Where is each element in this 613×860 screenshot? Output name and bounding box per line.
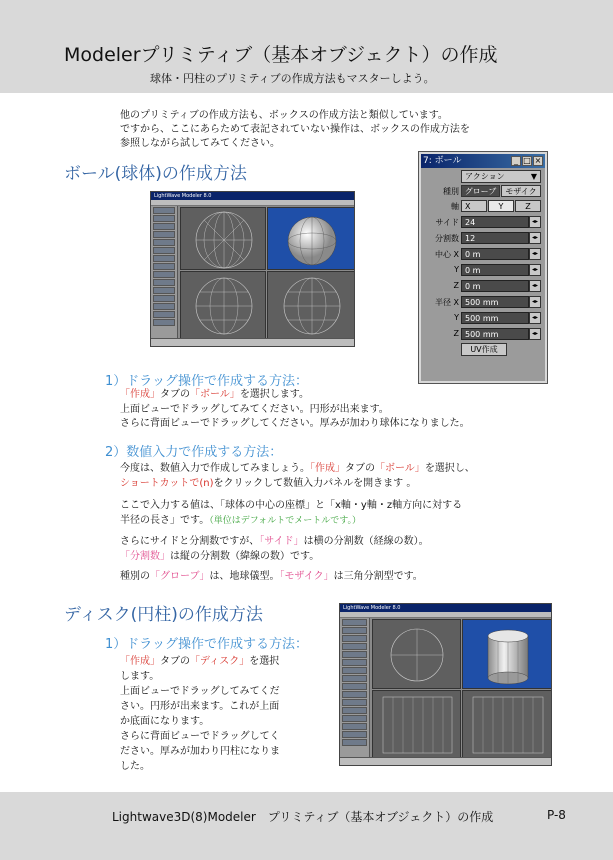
uv-create-button[interactable]: UV作成 <box>461 343 507 356</box>
intro-line-2: ですから、ここにあらためて表記されていない操作は、ボックスの作成方法を <box>120 124 470 135</box>
disc-line-4: さい。円形が出来ます。これが上面 <box>120 701 280 712</box>
ball-num-line-4 <box>120 514 361 529</box>
ball-num-line-1 <box>120 462 475 477</box>
numeric-panel <box>419 152 547 383</box>
page-title: Modelerプリミティブ（基本オブジェクト）の作成 <box>64 44 498 66</box>
text-fragment: を選択します。 <box>239 389 310 400</box>
screenshot-titlebar: LightWave Modeler 8.0 <box>151 192 354 200</box>
panel-row <box>421 263 545 277</box>
ball-num-line-5 <box>120 535 429 550</box>
maximize-icon[interactable]: □ <box>523 156 531 165</box>
tab-create-term: 「作成」 <box>310 463 345 474</box>
disc-line-1 <box>120 655 279 670</box>
screenshot-titlebar: LightWave Modeler 8.0 <box>340 604 551 612</box>
text-fragment: は縦の分割数（緯線の数）です。 <box>170 551 320 562</box>
stepper-arrows-icon[interactable]: ◂▸ <box>529 280 541 292</box>
intro-line-3: 参照しながら試してみてください。 <box>120 138 280 149</box>
sphere-top-wireframe <box>181 208 267 271</box>
panel-titlebar <box>421 154 545 168</box>
screenshot-menubar <box>340 612 551 618</box>
disc-drag-heading: 1）ドラッグ操作で作成する方法： <box>105 637 309 652</box>
segments-term: 「分割数」 <box>120 551 170 562</box>
ball-num-line-2 <box>120 477 416 492</box>
ball-heading: ボール(球体)の作成方法 <box>64 164 247 184</box>
screenshot-statusbar <box>340 757 551 765</box>
ball-drag-heading: 1）ドラッグ操作で作成する方法： <box>105 374 309 389</box>
type-mosaic-button[interactable]: モザイク <box>501 185 541 197</box>
disc-heading: ディスク(円柱)の作成方法 <box>64 605 263 625</box>
text-fragment: を選択し、 <box>424 463 475 474</box>
disc-back-wireframe <box>373 691 462 759</box>
panel-row <box>421 215 545 229</box>
viewport-side <box>462 690 552 758</box>
sphere-side-wireframe <box>268 272 355 340</box>
panel-row <box>421 311 545 325</box>
text-fragment: タブの <box>160 656 190 667</box>
panel-row-label: 中心 X <box>434 250 459 259</box>
panel-row-value-field[interactable]: 0 m <box>461 280 529 292</box>
ball-num-line-7 <box>120 570 423 585</box>
cylinder-shaded <box>463 620 552 690</box>
axis-y-button[interactable]: Y <box>488 200 514 212</box>
ball-num-heading: 2）数値入力で作成する方法： <box>105 445 283 460</box>
disc-term: 「ディスク」 <box>190 656 250 667</box>
ball-drag-line-2: 上面ビューでドラッグしてみてください。円形が出来ます。 <box>120 404 389 415</box>
panel-row <box>421 231 545 245</box>
text-fragment: タブの <box>345 463 375 474</box>
ball-num-line-3: ここで入力する値は、「球体の中心の座標」と「x軸・y軸・z軸方向に対する <box>120 500 463 511</box>
disc-line-7: ださい。厚みが加わり円柱になりま <box>120 746 280 757</box>
stepper-arrows-icon[interactable]: ◂▸ <box>529 328 541 340</box>
type-label: 種別 <box>443 187 459 196</box>
page-subtitle: 球体・円柱のプリミティブの作成方法もマスターしよう。 <box>150 72 435 85</box>
action-label: アクション <box>465 172 505 181</box>
axis-z-button[interactable]: Z <box>515 200 541 212</box>
panel-row-value-field[interactable]: 12 <box>461 232 529 244</box>
panel-row-label: 半径 X <box>434 298 459 307</box>
type-globe-button[interactable]: グローブ <box>461 185 500 197</box>
side-term: 「サイド」 <box>259 536 304 547</box>
intro-line-1: 他のプリミティブの作成方法も、ボックスの作成方法と類似しています。 <box>120 110 448 121</box>
text-fragment: 半径の長さ」です。 <box>120 515 210 526</box>
panel-row-value-field[interactable]: 500 mm <box>461 312 529 324</box>
viewport-perspective <box>267 207 355 270</box>
sphere-back-wireframe <box>181 272 267 340</box>
mosaic-term: 「モザイク」 <box>279 571 334 582</box>
panel-row-value-field[interactable]: 500 mm <box>461 296 529 308</box>
panel-row-label: Z <box>453 329 459 338</box>
ball-drag-line-3: さらに背面ビューでドラッグしてください。厚みが加わり球体になりました。 <box>120 418 470 429</box>
disc-line-5: か底面になります。 <box>120 716 210 727</box>
ball-term: 「ボール」 <box>375 463 425 474</box>
disc-line-3: 上面ビューでドラッグしてみてくだ <box>120 686 280 697</box>
panel-row <box>421 295 545 309</box>
text-fragment: 種別の <box>120 571 150 582</box>
panel-row-value-field[interactable]: 500 mm <box>461 328 529 340</box>
chevron-down-icon: ▼ <box>530 172 537 181</box>
viewport-top <box>372 619 461 689</box>
panel-row-label: 分割数 <box>435 234 459 243</box>
panel-row-label: Z <box>453 281 459 290</box>
globe-term: 「グローブ」 <box>150 571 210 582</box>
stepper-arrows-icon[interactable]: ◂▸ <box>529 232 541 244</box>
action-dropdown[interactable] <box>461 170 541 183</box>
panel-row-value-field[interactable]: 24 <box>461 216 529 228</box>
viewport-back <box>180 271 266 339</box>
panel-row-label: Y <box>454 265 459 274</box>
panel-row-label: Y <box>454 313 459 322</box>
panel-title: 7: ボール <box>423 156 462 166</box>
axis-label: 軸 <box>451 202 459 211</box>
ball-num-line-6 <box>120 550 319 565</box>
ball-drag-line-1 <box>120 388 309 403</box>
minimize-icon[interactable]: _ <box>511 156 521 166</box>
ball-screenshot <box>150 191 355 347</box>
axis-x-button[interactable]: X <box>461 200 487 212</box>
ball-term: 「ボール」 <box>190 389 240 400</box>
text-fragment: 今度は、数値入力で作成してみましょう。 <box>120 463 310 474</box>
text-fragment: は、地球儀型。 <box>209 571 280 582</box>
tab-create-term: 「作成」 <box>120 656 160 667</box>
stepper-arrows-icon[interactable]: ◂▸ <box>529 296 541 308</box>
shortcut-term: ショートカットで(n) <box>120 478 214 489</box>
page-footer <box>0 792 613 860</box>
text-fragment: を選択 <box>249 656 280 667</box>
disc-side-wireframe <box>463 691 552 759</box>
screenshot-toolbar <box>151 206 178 338</box>
text-fragment: は三角分割型です。 <box>333 571 423 582</box>
tab-create-term: 「作成」 <box>120 389 160 400</box>
page-number: P-8 <box>547 808 566 822</box>
panel-row <box>421 279 545 293</box>
viewport-perspective <box>462 619 552 689</box>
panel-row <box>421 327 545 341</box>
disc-top-wireframe <box>373 620 462 690</box>
panel-row-label: サイド <box>435 218 459 227</box>
panel-row-value-field[interactable]: 0 m <box>461 248 529 260</box>
disc-line-8: した。 <box>120 761 150 772</box>
screenshot-toolbar <box>340 618 370 757</box>
disc-line-2: します。 <box>120 671 160 682</box>
disc-line-6: さらに背面ビューでドラッグしてく <box>120 731 280 742</box>
viewport-top <box>180 207 266 270</box>
unit-note: （単位はデフォルトでメートルです。） <box>209 516 362 526</box>
viewport-back <box>372 690 461 758</box>
close-icon[interactable]: × <box>534 156 542 165</box>
screenshot-statusbar <box>151 338 354 346</box>
stepper-arrows-icon[interactable]: ◂▸ <box>529 312 541 324</box>
viewport-side <box>267 271 355 339</box>
stepper-arrows-icon[interactable]: ◂▸ <box>529 216 541 228</box>
text-fragment: は横の分割数（経線の数）。 <box>303 536 429 547</box>
sphere-shaded <box>268 208 355 271</box>
stepper-arrows-icon[interactable]: ◂▸ <box>529 264 541 276</box>
panel-row-value-field[interactable]: 0 m <box>461 264 529 276</box>
text-fragment: さらにサイドと分割数ですが、 <box>120 536 260 547</box>
text-fragment: タブの <box>160 389 190 400</box>
disc-screenshot <box>339 603 552 766</box>
footer-text: Lightwave3D(8)Modeler プリミティブ（基本オブジェクト）の作成 <box>112 810 494 824</box>
stepper-arrows-icon[interactable]: ◂▸ <box>529 248 541 260</box>
screenshot-menubar <box>151 200 354 206</box>
panel-row <box>421 247 545 261</box>
text-fragment: をクリックして数値入力パネルを開きます 。 <box>213 478 417 489</box>
